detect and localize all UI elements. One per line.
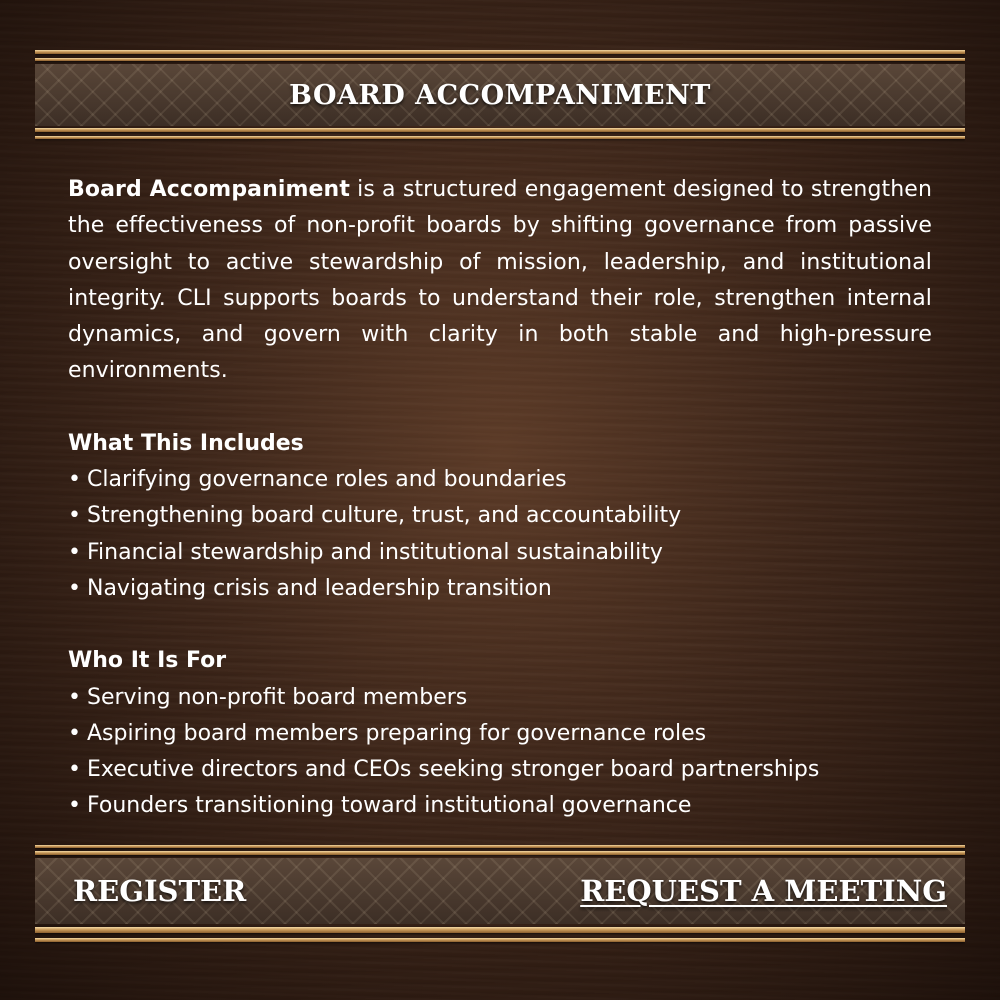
gold-rule <box>35 50 965 54</box>
list-item <box>68 498 932 534</box>
includes-section <box>68 426 932 607</box>
gold-rule <box>35 128 965 132</box>
intro-lead: Board Accompaniment <box>68 177 350 202</box>
gold-rule <box>35 851 965 855</box>
gold-rule <box>35 845 965 848</box>
main-content <box>68 172 932 825</box>
list-item-text: Executive directors and CEOs seeking stronger board partnerships <box>86 757 820 783</box>
request-meeting-link[interactable]: REQUEST A MEETING <box>580 874 947 908</box>
list-item <box>68 571 932 607</box>
list-item-text: Financial stewardship and institutional sustainability <box>86 539 663 565</box>
audience-section <box>68 643 932 824</box>
audience-list <box>68 680 932 825</box>
list-item <box>68 716 932 752</box>
bullet-icon: • <box>68 684 81 710</box>
bullet-icon: • <box>68 720 81 746</box>
bullet-icon: • <box>68 539 81 565</box>
list-item-text: Aspiring board members preparing for governance roles <box>86 720 707 746</box>
bullet-icon: • <box>68 503 81 529</box>
gold-rule <box>35 136 965 139</box>
list-item-text: Serving non-profit board members <box>86 684 468 710</box>
list-item-text: Strengthening board culture, trust, and accountability <box>86 503 682 529</box>
bullet-icon: • <box>68 793 81 819</box>
includes-heading: What This Includes <box>68 430 304 456</box>
list-item <box>68 752 932 788</box>
footer-banner <box>35 845 965 950</box>
register-button[interactable]: REGISTER <box>73 874 247 908</box>
header-banner <box>35 50 965 142</box>
list-item-text: Founders transitioning toward institutional governance <box>86 793 692 819</box>
page-title: BOARD ACCOMPANIMENT <box>289 80 711 111</box>
bullet-icon: • <box>68 757 81 783</box>
gold-rule <box>35 58 965 61</box>
gold-rule <box>35 927 965 933</box>
list-item <box>68 680 932 716</box>
gold-rule <box>35 938 965 942</box>
list-item-text: Clarifying governance roles and boundaries <box>86 467 567 493</box>
list-item <box>68 788 932 824</box>
list-item <box>68 462 932 498</box>
list-item <box>68 535 932 571</box>
bullet-icon: • <box>68 467 81 493</box>
bullet-icon: • <box>68 575 81 601</box>
audience-heading: Who It Is For <box>68 648 227 674</box>
intro-body: is a structured engagement designed to strengthen the effectiveness of non-profit boards by shifting governance from passive oversight to active stewardship of mission, leadership, and institutional integrity. CLI supports boards to understand their role, strengthen internal dynamics, and govern with clarity in both stable and high-pressure environments. <box>68 177 932 384</box>
intro-paragraph <box>68 172 932 390</box>
includes-list <box>68 462 932 607</box>
list-item-text: Navigating crisis and leadership transition <box>86 575 552 601</box>
